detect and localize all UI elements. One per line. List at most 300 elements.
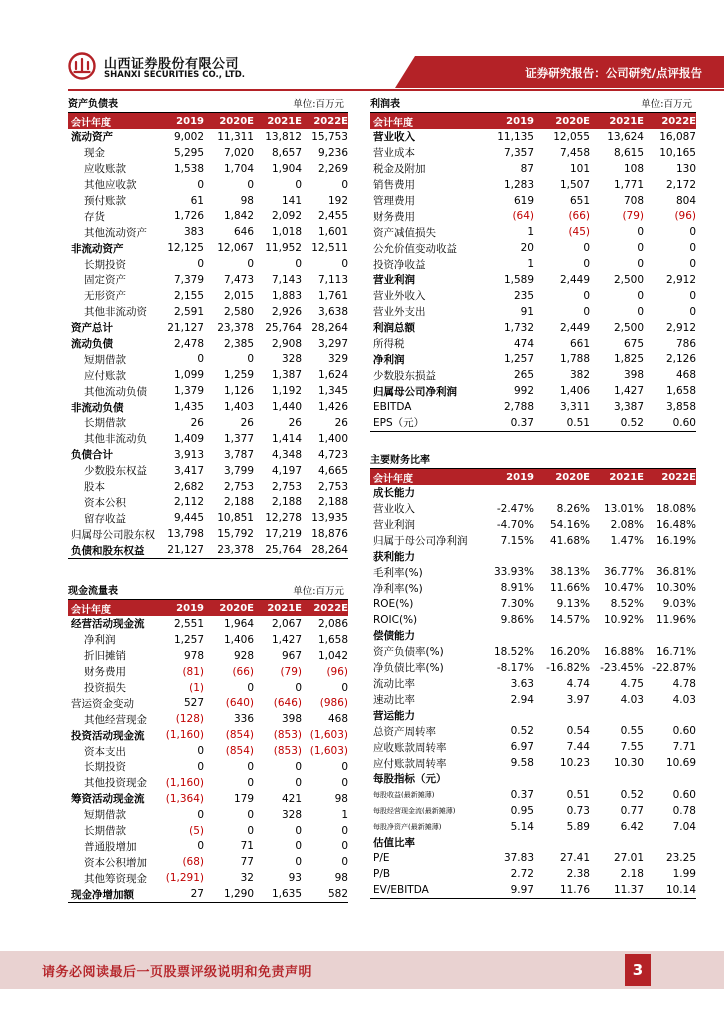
header-year: 2020E (555, 115, 590, 127)
table-row (68, 447, 348, 463)
table-row (370, 723, 696, 739)
row-label: 资产负债率(%) (373, 646, 444, 659)
row-value: 4.78 (672, 677, 696, 690)
row-value: 2,449 (559, 273, 590, 286)
row-value: 54.16% (549, 518, 590, 531)
row-value: 0 (689, 305, 696, 318)
row-value: 23,378 (217, 544, 254, 557)
company-name-en: SHANXI SECURITIES CO., LTD. (104, 70, 246, 80)
ratios-header (370, 469, 696, 485)
row-value: (854) (225, 745, 254, 758)
row-value: 10.47% (603, 582, 644, 595)
income-statement-header (370, 113, 696, 129)
row-value: 16.19% (655, 534, 696, 547)
table-row (68, 791, 348, 807)
table-row (370, 161, 696, 177)
table-row (68, 256, 348, 272)
row-value: 1,964 (223, 617, 254, 630)
row-label: 净利率(%) (373, 582, 423, 595)
balance-sheet-panel (68, 98, 348, 559)
row-label: 经营活动现金流 (71, 618, 145, 631)
row-value: 8.26% (556, 502, 590, 515)
row-value: 1,426 (317, 401, 348, 414)
row-value: 8,615 (613, 146, 644, 159)
row-value: 11,135 (497, 130, 534, 143)
row-value: 1,883 (271, 289, 302, 302)
row-value: 7,113 (317, 273, 348, 286)
row-value: 382 (569, 369, 590, 382)
table-row (68, 351, 348, 367)
header-year: 2022E (313, 602, 348, 614)
report-type: 证券研究报告：公司研究/点评报告 (525, 66, 702, 80)
row-label: 归属母公司股东权 (71, 528, 155, 541)
row-value: 0 (295, 856, 302, 869)
table-row (370, 755, 696, 771)
table-row (68, 463, 348, 479)
table-row (68, 838, 348, 854)
row-value: 0 (247, 258, 254, 271)
row-value: 0 (295, 840, 302, 853)
table-row (370, 850, 696, 866)
row-value: 0.78 (672, 804, 696, 817)
row-value: -23.45% (600, 661, 644, 674)
row-value: 2,449 (559, 321, 590, 334)
row-value: 36.81% (655, 566, 696, 579)
row-value: 16.71% (655, 645, 696, 658)
row-value: 8.91% (500, 582, 534, 595)
row-value: 0 (637, 226, 644, 239)
row-label: 每股净资产(最新摊薄) (373, 822, 442, 831)
row-label: 偿债能力 (373, 630, 415, 643)
row-value: 3,387 (613, 401, 644, 414)
row-value: 2,926 (271, 305, 302, 318)
table-row (370, 771, 696, 787)
table-row (370, 628, 696, 644)
header-label: 会计年度 (71, 117, 111, 129)
table-row (370, 803, 696, 819)
table-row (370, 517, 696, 533)
row-label: 留存收益 (84, 512, 126, 525)
table-row (68, 336, 348, 352)
row-value: 98 (240, 194, 254, 207)
table-row (370, 819, 696, 835)
row-label: 应付账款周转率 (373, 757, 447, 770)
row-label: 非流动资产 (71, 242, 124, 255)
table-row (370, 549, 696, 565)
row-value: 7.44 (566, 741, 590, 754)
row-value: 978 (183, 649, 204, 662)
row-value: 25,764 (265, 321, 302, 334)
row-value: 3.63 (510, 677, 534, 690)
row-value: 0 (295, 681, 302, 694)
row-value: (1,603) (309, 745, 348, 758)
header-year: 2021E (267, 115, 302, 127)
row-value: 1,601 (317, 226, 348, 239)
row-value: 0 (689, 258, 696, 271)
row-value: 0 (341, 776, 348, 789)
header-label: 会计年度 (373, 473, 413, 485)
row-value: (1,160) (165, 729, 204, 742)
panel-title-text: 利润表 (370, 99, 400, 110)
row-value: 0 (689, 242, 696, 255)
header-label: 会计年度 (373, 117, 413, 129)
header-year: 2022E (661, 471, 696, 483)
unit-label: 单位:百万元 (293, 99, 344, 110)
row-label: 财务费用 (373, 210, 415, 223)
balance-sheet-title (68, 98, 348, 113)
row-value: 2,385 (223, 337, 254, 350)
row-value: 1,732 (503, 321, 534, 334)
row-value: -22.87% (652, 661, 696, 674)
row-value: 21,127 (167, 544, 204, 557)
row-value: 0 (295, 258, 302, 271)
row-label: 其他流动资产 (84, 226, 147, 239)
row-value: 192 (327, 194, 348, 207)
row-value: (66) (568, 210, 590, 223)
row-value: 0 (197, 258, 204, 271)
row-value: 98 (334, 872, 348, 885)
row-value: 13.01% (603, 502, 644, 515)
table-row (370, 129, 696, 145)
row-label: 流动负债 (71, 338, 113, 351)
row-label: 投资活动现金流 (71, 729, 145, 742)
header-year: 2019 (506, 471, 534, 483)
row-label: 营业利润 (373, 274, 415, 287)
row-value: 336 (233, 713, 254, 726)
table-row (68, 224, 348, 240)
row-label: 销售费用 (373, 179, 415, 192)
table-row (68, 542, 348, 558)
row-value: 0.77 (620, 804, 644, 817)
row-value: (1,291) (165, 872, 204, 885)
row-label: 营业外收入 (373, 290, 426, 303)
row-value: 5,295 (173, 146, 204, 159)
row-label: 折旧摊销 (84, 650, 126, 663)
row-value: 77 (240, 856, 254, 869)
row-label: 普通股增加 (84, 840, 137, 853)
row-value: 0 (637, 242, 644, 255)
table-row (68, 870, 348, 886)
row-value: 12,125 (167, 242, 204, 255)
row-label: 应收账款周转率 (373, 741, 447, 754)
row-value: 33.93% (493, 566, 534, 579)
row-value: 1,726 (173, 210, 204, 223)
row-label: 营业利润 (373, 519, 415, 532)
row-value: 0 (583, 242, 590, 255)
row-value: 12,055 (553, 130, 590, 143)
table-row (370, 644, 696, 660)
row-value: 1 (341, 808, 348, 821)
table-row (68, 711, 348, 727)
row-value: 8,657 (271, 146, 302, 159)
row-value: 1,400 (317, 432, 348, 445)
row-value: 16,087 (659, 130, 696, 143)
row-value: 1,042 (317, 649, 348, 662)
row-value: 0.60 (672, 725, 696, 738)
row-value: 2,188 (317, 496, 348, 509)
row-value: 11.66% (549, 582, 590, 595)
row-value: 9.97 (510, 884, 534, 897)
balance-sheet-header (68, 113, 348, 129)
table-row (68, 727, 348, 743)
table-row (68, 431, 348, 447)
table-row (370, 208, 696, 224)
row-value: 1,257 (173, 633, 204, 646)
table-row (370, 485, 696, 501)
row-value: 0 (637, 289, 644, 302)
row-value: 26 (334, 416, 348, 429)
row-label: 投资损失 (84, 682, 126, 694)
row-label: 利润总额 (373, 322, 415, 335)
header-year: 2022E (661, 115, 696, 127)
row-value: 12,067 (217, 242, 254, 255)
ratios-body (370, 485, 696, 899)
row-label: EPS（元） (373, 417, 425, 430)
row-value: (854) (225, 729, 254, 742)
row-value: 4,348 (271, 448, 302, 461)
row-value: 10.30 (613, 757, 644, 770)
row-value: 0 (583, 305, 590, 318)
row-value: (64) (512, 210, 534, 223)
row-value: 12,511 (311, 242, 348, 255)
row-value: 37.83 (503, 852, 534, 865)
row-value: 1,538 (173, 162, 204, 175)
row-label: 资产总计 (71, 322, 113, 335)
income-statement-body (370, 129, 696, 432)
row-value: 28,264 (311, 321, 348, 334)
row-value: 16.48% (655, 518, 696, 531)
row-value: 4,197 (271, 464, 302, 477)
row-value: 6.42 (620, 820, 644, 833)
row-label: 长期投资 (84, 761, 126, 774)
row-value: 1,387 (271, 369, 302, 382)
table-row (370, 660, 696, 676)
row-value: 3,799 (223, 464, 254, 477)
table-row (68, 664, 348, 680)
row-value: 0 (197, 353, 204, 366)
row-value: 1,788 (559, 353, 590, 366)
row-value: 0 (341, 178, 348, 191)
disclaimer-text: 请务必阅读最后一页股票评级说明和免责声明 (42, 965, 313, 980)
row-value: 10.92% (603, 614, 644, 627)
table-row (68, 775, 348, 791)
row-value: 2,155 (173, 289, 204, 302)
row-value: 27.41 (559, 852, 590, 865)
row-value: 4.75 (620, 677, 644, 690)
table-row (370, 612, 696, 628)
row-value: 2,112 (173, 496, 204, 509)
row-label: 少数股东权益 (84, 465, 147, 478)
row-value: 582 (327, 888, 348, 901)
row-value: 25,764 (265, 544, 302, 557)
cash-flow-body (68, 616, 348, 903)
row-value: 2.08% (610, 518, 644, 531)
row-value: 9.58 (510, 757, 534, 770)
row-value: 9.13% (556, 598, 590, 611)
row-value: 7,357 (503, 146, 534, 159)
ratios-title (370, 454, 696, 469)
row-value: 0 (341, 681, 348, 694)
row-label: 其他非流动负 (84, 433, 147, 446)
row-label: 投资净收益 (373, 258, 426, 271)
table-row (370, 320, 696, 336)
row-value: (5) (189, 824, 204, 837)
row-label: 财务费用 (84, 666, 126, 679)
row-value: 235 (513, 289, 534, 302)
row-label: 其他投资现金 (84, 777, 147, 790)
row-value: 786 (675, 337, 696, 350)
row-value: 91 (520, 305, 534, 318)
row-value: 7,458 (559, 146, 590, 159)
row-label: 获利能力 (373, 551, 415, 563)
row-label: 营业外支出 (373, 306, 426, 319)
row-value: 328 (281, 808, 302, 821)
table-row (68, 177, 348, 193)
row-value: (1,160) (165, 776, 204, 789)
page-number: 3 (625, 954, 651, 986)
table-row (370, 533, 696, 549)
row-value: 1,761 (317, 289, 348, 302)
row-value: 4,723 (317, 448, 348, 461)
row-label: 营业成本 (373, 147, 415, 160)
row-value: 2,753 (223, 480, 254, 493)
row-label: 每股指标（元） (373, 773, 447, 786)
header-year: 2019 (176, 115, 204, 127)
row-value: 3,913 (173, 448, 204, 461)
row-value: 0 (247, 808, 254, 821)
row-value: 1,624 (317, 369, 348, 382)
table-row (370, 580, 696, 596)
row-value: 23,378 (217, 321, 254, 334)
row-label: 营运资金变动 (71, 697, 134, 710)
table-row (370, 367, 696, 383)
row-value: (81) (182, 665, 204, 678)
row-value: 2,500 (613, 273, 644, 286)
row-value: 9.86% (500, 614, 534, 627)
row-value: 0.60 (672, 416, 696, 429)
ratios-panel (370, 454, 696, 899)
row-label: EBITDA (373, 401, 412, 414)
row-value: 2,126 (665, 353, 696, 366)
row-value: 1,126 (223, 385, 254, 398)
row-value: 1,259 (223, 369, 254, 382)
table-row (370, 787, 696, 803)
row-value: 13,935 (311, 512, 348, 525)
table-row (370, 835, 696, 851)
income-statement-title (370, 98, 696, 113)
table-row (68, 632, 348, 648)
row-value: (1,603) (309, 729, 348, 742)
row-label: 现金 (84, 147, 105, 160)
table-row (370, 707, 696, 723)
row-value: 468 (675, 369, 696, 382)
table-row (68, 743, 348, 759)
panel-title-text: 现金流量表 (68, 586, 118, 597)
row-value: 619 (513, 194, 534, 207)
row-value: 0 (247, 178, 254, 191)
table-row (68, 616, 348, 632)
row-value: 3,297 (317, 337, 348, 350)
row-value: 0.37 (510, 416, 534, 429)
row-value: 130 (675, 162, 696, 175)
table-row (370, 256, 696, 272)
row-label: P/B (373, 868, 391, 881)
row-value: 28,264 (311, 544, 348, 557)
row-label: 归属母公司净利润 (373, 385, 457, 398)
row-label: 现金净增加额 (71, 888, 134, 901)
row-value: 27.01 (613, 852, 644, 865)
row-value: 804 (675, 194, 696, 207)
row-value: 2,753 (317, 480, 348, 493)
row-value: 0 (247, 681, 254, 694)
row-value: (1) (189, 681, 204, 694)
row-label: 存货 (84, 210, 105, 223)
row-label: 固定资产 (84, 274, 126, 287)
row-value: 18.08% (655, 502, 696, 515)
row-value: 1 (527, 258, 534, 271)
table-row (68, 415, 348, 431)
row-label: 无形资产 (84, 290, 126, 303)
row-label: 流动资产 (71, 131, 113, 144)
row-value: 3.97 (566, 693, 590, 706)
table-row (370, 564, 696, 580)
row-value: 0 (689, 226, 696, 239)
row-value: 11.76 (559, 884, 590, 897)
row-value: (853) (273, 729, 302, 742)
row-value: 11.37 (613, 884, 644, 897)
table-row (68, 161, 348, 177)
header-year: 2020E (219, 115, 254, 127)
table-row (68, 807, 348, 823)
table-row (68, 304, 348, 320)
table-row (370, 336, 696, 352)
header-year: 2020E (555, 471, 590, 483)
row-value: 5.89 (566, 820, 590, 833)
row-value: 1,704 (223, 162, 254, 175)
row-value: 26 (240, 416, 254, 429)
row-value: 1,440 (271, 401, 302, 414)
row-value: 708 (623, 194, 644, 207)
row-label: 长期借款 (84, 417, 126, 430)
table-row (370, 596, 696, 612)
row-value: 3,417 (173, 464, 204, 477)
row-value: 0 (295, 824, 302, 837)
row-value: 61 (190, 194, 204, 207)
row-value: 0.51 (566, 788, 590, 801)
row-value: (1,364) (165, 792, 204, 805)
row-value: 32 (240, 872, 254, 885)
row-value: 967 (281, 649, 302, 662)
row-value: 7,020 (223, 146, 254, 159)
row-value: 0 (341, 760, 348, 773)
row-value: 2,455 (317, 210, 348, 223)
table-row (68, 648, 348, 664)
table-row (370, 501, 696, 517)
row-value: 18,876 (311, 528, 348, 541)
table-row (370, 145, 696, 161)
row-label: 长期投资 (84, 258, 126, 271)
table-row (370, 383, 696, 399)
row-value: 2,067 (271, 617, 302, 630)
row-label: ROIC(%) (373, 614, 418, 627)
table-row (68, 399, 348, 415)
table-row (68, 695, 348, 711)
row-value: 9,002 (173, 130, 204, 143)
row-label: 所得税 (373, 338, 405, 351)
table-row (370, 224, 696, 240)
row-label: 资本公积 (84, 496, 126, 509)
row-label: 营业收入 (373, 503, 415, 516)
